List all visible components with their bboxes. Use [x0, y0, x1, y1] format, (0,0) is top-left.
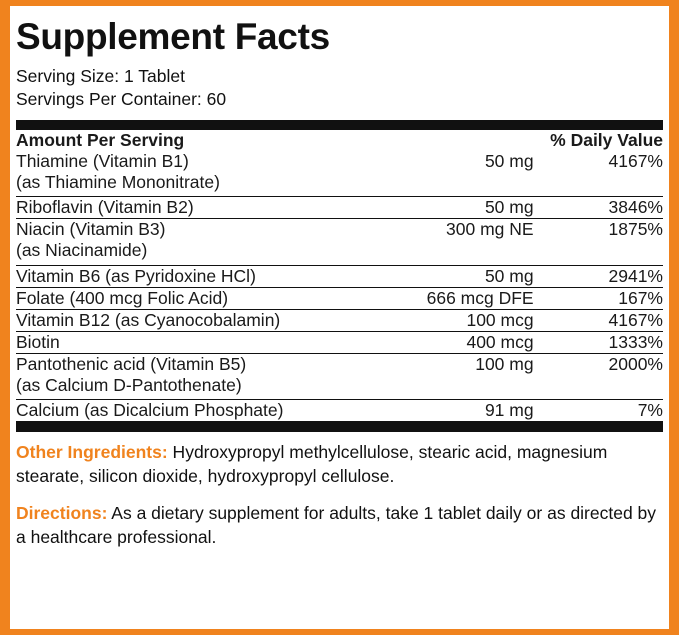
nutrient-amount: 100 mcg — [378, 309, 533, 331]
table-row-subtext — [16, 172, 663, 197]
nutrient-daily-value: 4167% — [534, 309, 663, 331]
nutrient-name: Folate (400 mcg Folic Acid) — [16, 287, 378, 309]
servings-per-container: Servings Per Container: 60 — [16, 88, 227, 109]
nutrient-daily-value-blank — [534, 240, 663, 265]
nutrient-amount: 50 mg — [378, 265, 533, 287]
nutrient-amount: 400 mcg — [378, 331, 533, 353]
page-title: Supplement Facts — [16, 16, 330, 57]
nutrient-daily-value: 1333% — [534, 331, 663, 353]
nutrient-daily-value: 2000% — [608, 353, 663, 374]
nutrition-table — [16, 130, 663, 423]
nutrient-name: Riboflavin (Vitamin B2) — [16, 197, 378, 219]
border-bottom-accent — [0, 629, 679, 635]
table-row — [16, 331, 663, 353]
other-ingredients-text: Hydroxypropyl methylcellulose, stearic acid, magnesium stearate, silicon dioxide, hydroxypropyl cellulose. — [16, 442, 608, 486]
nutrient-amount-blank — [378, 172, 533, 197]
nutrient-source: (as Niacinamide) — [16, 240, 378, 265]
nutrient-daily-value: 2941% — [534, 265, 663, 287]
nutrient-amount: 300 mg NE — [446, 219, 534, 240]
nutrient-name: Biotin — [16, 331, 378, 353]
column-header-spacer — [378, 130, 533, 151]
column-header-daily-value: % Daily Value — [550, 129, 663, 150]
nutrient-source: (as Calcium D-Pantothenate) — [16, 375, 378, 400]
nutrient-daily-value-blank — [534, 375, 663, 400]
other-ingredients-label: Other Ingredients: — [16, 442, 168, 463]
table-row — [16, 309, 663, 331]
nutrient-source: (as Thiamine Mononitrate) — [16, 172, 378, 197]
table-row — [16, 287, 663, 309]
nutrient-daily-value: 1875% — [608, 219, 663, 240]
label-content — [16, 6, 663, 549]
nutrient-amount: 91 mg — [378, 400, 533, 422]
border-right-accent — [669, 0, 679, 635]
nutrient-amount: 666 mcg DFE — [378, 287, 533, 309]
nutrient-name: Niacin (Vitamin B3) — [16, 219, 166, 240]
nutrient-amount: 50 mg — [484, 150, 534, 171]
table-row — [16, 353, 663, 375]
nutrient-daily-value: 4167% — [608, 150, 663, 171]
directions-text: As a dietary supplement for adults, take 1 tablet daily or as directed by a healthcare professional. — [16, 503, 657, 547]
table-row-subtext — [16, 240, 663, 265]
directions-label: Directions: — [16, 503, 108, 524]
nutrient-name: Vitamin B12 (as Cyanocobalamin) — [16, 309, 378, 331]
table-row — [16, 265, 663, 287]
nutrient-name: Calcium (as Dicalcium Phosphate) — [16, 400, 378, 422]
border-left-accent — [0, 0, 10, 635]
table-header-row — [16, 130, 663, 151]
nutrient-daily-value-blank — [534, 172, 663, 197]
nutrient-amount: 100 mg — [475, 353, 534, 374]
table-row — [16, 197, 663, 219]
table-row — [16, 219, 663, 241]
nutrient-name: Thiamine (Vitamin B1) — [16, 150, 189, 171]
nutrient-name: Vitamin B6 (as Pyridoxine HCl) — [16, 265, 378, 287]
header-rule-thick — [16, 120, 663, 130]
nutrient-amount-blank — [378, 375, 533, 400]
nutrition-table-body — [16, 151, 663, 422]
nutrient-name: Pantothenic acid (Vitamin B5) — [16, 353, 247, 374]
nutrient-daily-value: 167% — [534, 287, 663, 309]
serving-size: Serving Size: 1 Tablet — [16, 65, 185, 86]
nutrient-daily-value: 7% — [534, 400, 663, 422]
nutrient-amount: 50 mg — [378, 197, 533, 219]
nutrient-daily-value: 3846% — [534, 197, 663, 219]
other-ingredients — [16, 441, 663, 488]
directions — [16, 502, 663, 549]
nutrient-amount-blank — [378, 240, 533, 265]
table-row — [16, 400, 663, 422]
footer-rule-thick — [16, 422, 663, 432]
column-header-amount-per-serving: Amount Per Serving — [16, 129, 185, 150]
table-row-subtext — [16, 375, 663, 400]
table-row — [16, 151, 663, 172]
